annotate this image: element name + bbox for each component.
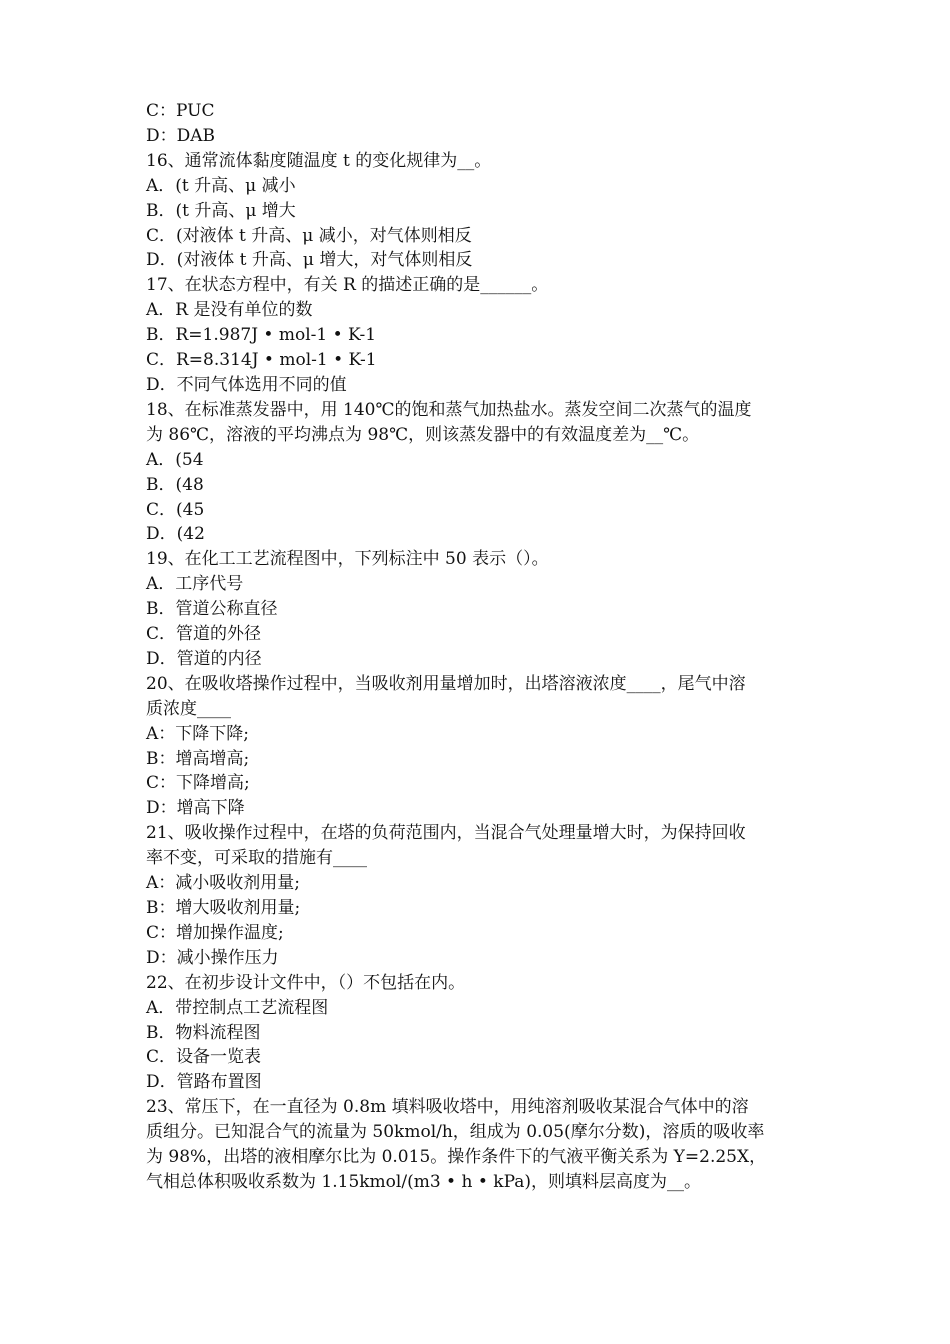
option-line: C．R=8.314J • mol-1 • K-1 xyxy=(146,350,377,371)
question-line: 19、在化工工艺流程图中，下列标注中 50 表示（）。 xyxy=(146,549,549,570)
option-line: B：增高增高; xyxy=(146,748,250,769)
option-line: D．(42 xyxy=(146,524,205,545)
option-line: C．管道的外径 xyxy=(146,624,262,645)
question-line: 质组分。已知混合气的流量为 50kmol/h，组成为 0.05(摩尔分数)，溶质的吸收率 xyxy=(146,1122,765,1143)
question-line: 17、在状态方程中，有关 R 的描述正确的是______。 xyxy=(146,275,549,296)
option-line: A．工序代号 xyxy=(146,574,244,595)
question-line: 为 86℃，溶液的平均沸点为 98℃，则该蒸发器中的有效温度差为__℃。 xyxy=(146,424,700,445)
option-line: D：减小操作压力 xyxy=(146,947,279,968)
option-line: B．管道公称直径 xyxy=(146,599,278,620)
option-line: B：增大吸收剂用量; xyxy=(146,898,301,918)
option-line: D．管路布置图 xyxy=(146,1072,262,1093)
option-line: A．(54 xyxy=(146,449,204,470)
option-line: B．(t 升高、μ 增大 xyxy=(146,200,296,221)
question-line: 为 98%，出塔的液相摩尔比为 0.015。操作条件下的气液平衡关系为 Y=2.25X， xyxy=(146,1147,767,1168)
document-page xyxy=(146,99,818,1195)
question-line: 气相总体积吸收系数为 1.15kmol/(m3 • h • kPa)，则填料层高度为__。 xyxy=(146,1171,702,1192)
question-line: 18、在标准蒸发器中，用 140℃的饱和蒸气加热盐水。蒸发空间二次蒸气的温度 xyxy=(146,399,752,420)
option-line: A：减小吸收剂用量; xyxy=(146,873,301,894)
option-line: C：增加操作温度; xyxy=(146,922,284,943)
option-line: B．物料流程图 xyxy=(146,1022,261,1043)
option-line: D：增高下降 xyxy=(146,798,245,819)
question-line: 率不变，可采取的措施有____ xyxy=(146,848,367,869)
option-line: C．设备一览表 xyxy=(146,1047,262,1068)
option-line: D．不同气体选用不同的值 xyxy=(146,374,347,395)
question-line: 质浓度____ xyxy=(146,698,231,719)
question-line: 21、吸收操作过程中，在塔的负荷范围内，当混合气处理量增大时，为保持回收 xyxy=(146,823,746,844)
option-line: A．带控制点工艺流程图 xyxy=(146,997,329,1018)
option-line: B．R=1.987J • mol-1 • K-1 xyxy=(146,325,377,346)
option-line: B．(48 xyxy=(146,474,204,495)
option-line: C．(45 xyxy=(146,499,205,520)
option-line: A．(t 升高、μ 减小 xyxy=(146,175,296,196)
option-line: D：DAB xyxy=(146,125,216,146)
option-line: C：PUC xyxy=(146,101,215,121)
question-line: 16、通常流体黏度随温度 t 的变化规律为__。 xyxy=(146,150,492,171)
question-line: 22、在初步设计文件中，（）不包括在内。 xyxy=(146,972,466,993)
option-line: D．(对液体 t 升高、μ 增大，对气体则相反 xyxy=(146,250,473,271)
option-line: A．R 是没有单位的数 xyxy=(146,300,313,321)
option-line: A：下降下降; xyxy=(146,723,250,744)
option-line: C．(对液体 t 升高、μ 减小，对气体则相反 xyxy=(146,225,472,246)
question-line: 20、在吸收塔操作过程中，当吸收剂用量增加时，出塔溶液浓度____，尾气中溶 xyxy=(146,673,746,694)
option-line: D．管道的内径 xyxy=(146,648,262,669)
question-line: 23、常压下，在一直径为 0.8m 填料吸收塔中，用纯溶剂吸收某混合气体中的溶 xyxy=(146,1097,749,1118)
option-line: C：下降增高; xyxy=(146,773,250,794)
